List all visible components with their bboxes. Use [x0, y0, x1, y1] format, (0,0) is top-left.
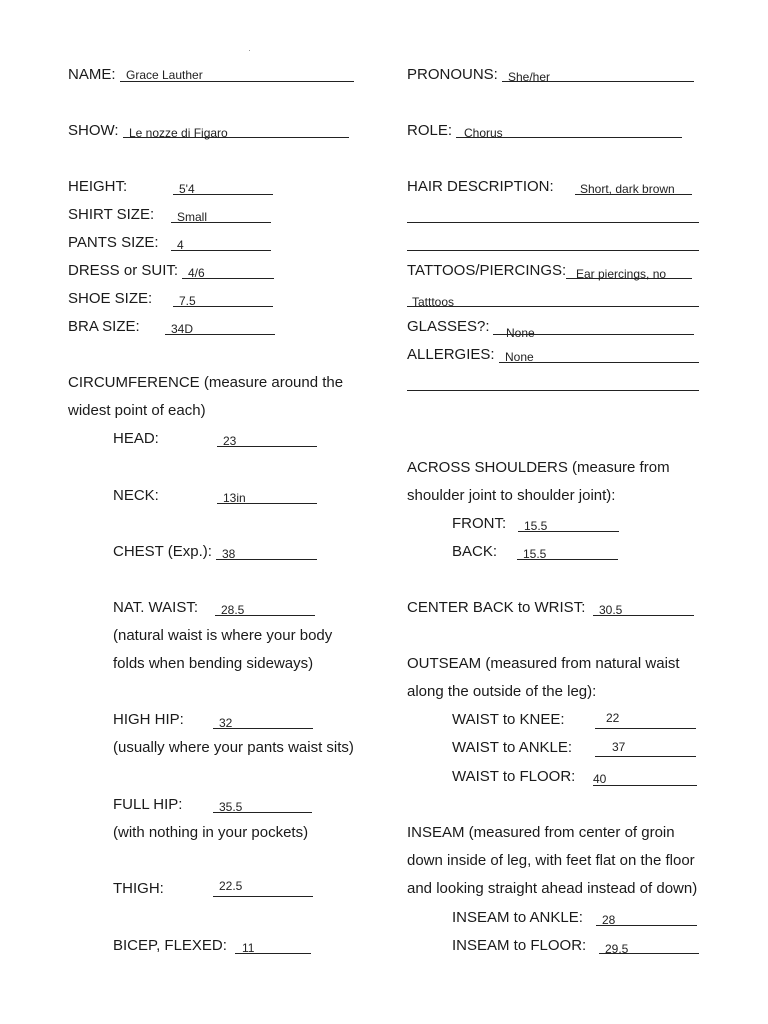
circumference-heading: CIRCUMFERENCE (measure around the — [68, 374, 344, 391]
waist-knee-label: WAIST to KNEE: — [452, 711, 565, 728]
nat-waist-value[interactable]: 28.5 — [221, 603, 245, 617]
high-hip-label: HIGH HIP: — [113, 711, 184, 728]
nat-waist-label: NAT. WAIST: — [113, 599, 199, 616]
inseam-subheading-2: and looking straight ahead instead of down) — [407, 880, 698, 897]
hair-line-2 — [407, 222, 699, 223]
glasses-label: GLASSES?: — [407, 318, 490, 335]
height-label: HEIGHT: — [68, 178, 128, 195]
tattoos-label: TATTOOS/PIERCINGS: — [407, 262, 567, 279]
neck-label: NECK: — [113, 487, 159, 504]
shoe-label: SHOE SIZE: — [68, 290, 153, 307]
waist-floor-label: WAIST to FLOOR: — [452, 768, 576, 785]
pants-line — [171, 250, 271, 251]
head-label: HEAD: — [113, 430, 159, 447]
full-hip-label: FULL HIP: — [113, 796, 183, 813]
inseam-floor-value[interactable]: 29.5 — [605, 942, 629, 956]
high-hip-note: (usually where your pants waist sits) — [113, 739, 354, 756]
pronouns-label: PRONOUNS: — [407, 66, 498, 83]
bra-label: BRA SIZE: — [68, 318, 140, 335]
inseam-heading: INSEAM (measured from center of groin — [407, 824, 675, 841]
height-value[interactable]: 5'4 — [179, 182, 195, 196]
waist-floor-value[interactable]: 40 — [593, 772, 607, 786]
tattoos-value[interactable]: Ear piercings, no — [576, 267, 667, 281]
shoulders-heading: ACROSS SHOULDERS (measure from — [407, 459, 670, 476]
thigh-label: THIGH: — [113, 880, 164, 897]
dress-value[interactable]: 4/6 — [188, 266, 205, 280]
hair-value[interactable]: Short, dark brown — [580, 182, 675, 196]
shoulders-subheading: shoulder joint to shoulder joint): — [407, 487, 616, 504]
nat-waist-note-1: (natural waist is where your body — [113, 627, 333, 644]
center-back-label: CENTER BACK to WRIST: — [407, 599, 586, 616]
dress-label: DRESS or SUIT: — [68, 262, 179, 279]
name-label: NAME: — [68, 66, 116, 83]
shirt-label: SHIRT SIZE: — [68, 206, 155, 223]
full-hip-note: (with nothing in your pockets) — [113, 824, 309, 841]
role-value[interactable]: Chorus — [464, 126, 503, 140]
chest-value[interactable]: 38 — [222, 547, 236, 561]
role-label: ROLE: — [407, 122, 453, 139]
pronouns-value[interactable]: She/her — [508, 70, 551, 84]
name-value[interactable]: Grace Lauther — [126, 68, 203, 82]
hair-label: HAIR DESCRIPTION: — [407, 178, 554, 195]
tattoos-value-2[interactable]: Tatttoos — [412, 295, 455, 309]
pants-value[interactable]: 4 — [177, 238, 184, 252]
bicep-label: BICEP, FLEXED: — [113, 937, 227, 954]
shoe-value[interactable]: 7.5 — [179, 294, 196, 308]
outseam-subheading: along the outside of the leg): — [407, 683, 597, 700]
chest-label: CHEST (Exp.): — [113, 543, 212, 560]
center-back-value[interactable]: 30.5 — [599, 603, 623, 617]
speck — [249, 50, 250, 51]
waist-floor-line — [593, 785, 697, 786]
neck-value[interactable]: 13in — [223, 491, 246, 505]
back-label: BACK: — [452, 543, 498, 560]
waist-knee-value[interactable]: 22 — [606, 711, 620, 725]
front-value[interactable]: 15.5 — [524, 519, 548, 533]
bra-value[interactable]: 34D — [171, 322, 194, 336]
thigh-value[interactable]: 22.5 — [219, 879, 243, 893]
waist-ankle-value[interactable]: 37 — [612, 740, 626, 754]
inseam-ankle-value[interactable]: 28 — [602, 913, 616, 927]
inseam-floor-label: INSEAM to FLOOR: — [452, 937, 587, 954]
thigh-line — [213, 896, 313, 897]
show-value[interactable]: Le nozze di Figaro — [129, 126, 228, 140]
waist-ankle-line — [595, 756, 696, 757]
pants-label: PANTS SIZE: — [68, 234, 159, 251]
allergies-value[interactable]: None — [505, 350, 534, 364]
outseam-heading: OUTSEAM (measured from natural waist — [407, 655, 680, 672]
nat-waist-note-2: folds when bending sideways) — [113, 655, 314, 672]
back-value[interactable]: 15.5 — [523, 547, 547, 561]
full-hip-value[interactable]: 35.5 — [219, 800, 243, 814]
allergies-line-2 — [407, 390, 699, 391]
shirt-value[interactable]: Small — [177, 210, 208, 224]
front-label: FRONT: — [452, 515, 507, 532]
show-label: SHOW: — [68, 122, 119, 139]
allergies-label: ALLERGIES: — [407, 346, 495, 363]
circumference-subheading: widest point of each) — [68, 402, 206, 419]
hair-line-3 — [407, 250, 699, 251]
head-value[interactable]: 23 — [223, 434, 237, 448]
inseam-ankle-label: INSEAM to ANKLE: — [452, 909, 583, 926]
inseam-subheading-1: down inside of leg, with feet flat on the floor — [407, 852, 695, 869]
waist-ankle-label: WAIST to ANKLE: — [452, 739, 573, 756]
high-hip-value[interactable]: 32 — [219, 716, 233, 730]
bicep-value[interactable]: 11 — [242, 941, 255, 955]
waist-knee-line — [595, 728, 696, 729]
glasses-value[interactable]: None — [506, 326, 535, 340]
